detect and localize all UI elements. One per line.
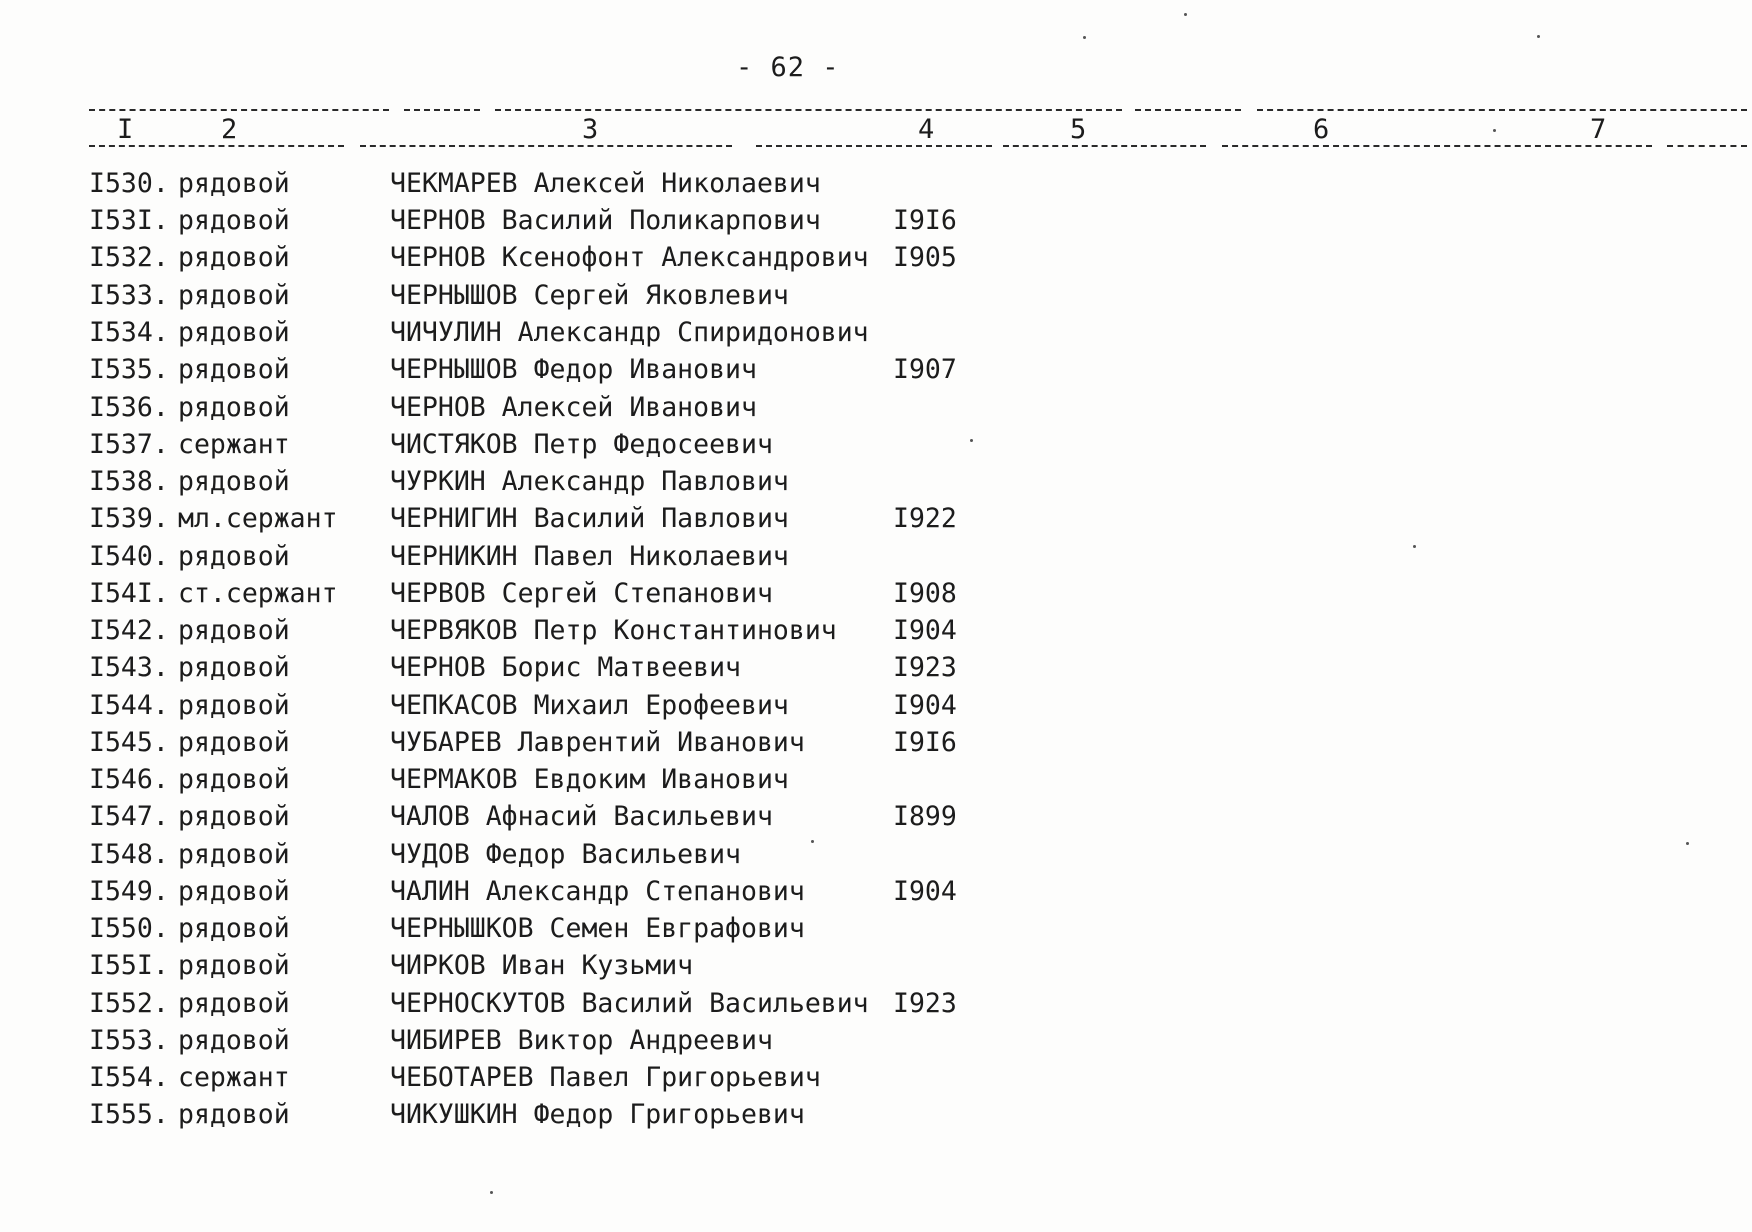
row-number: I533.: [89, 280, 169, 311]
list-row: [0, 168, 1752, 205]
row-name: ЧЕКМАРЕВ Алексей Николаевич: [390, 168, 821, 199]
row-name: ЧЕРНОВ Алексей Иванович: [390, 392, 757, 423]
scan-speck: [490, 1191, 493, 1194]
row-name: ЧЕПКАСОВ Михаил Ерофеевич: [390, 690, 789, 721]
row-year: I9I6: [893, 727, 957, 758]
row-number: I550.: [89, 913, 169, 944]
row-rank: сержант: [178, 1062, 290, 1093]
scan-speck: [1184, 13, 1187, 16]
header-rule-bottom: [89, 145, 344, 147]
row-rank: рядовой: [178, 839, 290, 870]
row-rank: рядовой: [178, 541, 290, 572]
row-number: I542.: [89, 615, 169, 646]
row-name: ЧЕРВЯКОВ Петр Константинович: [390, 615, 837, 646]
list-row: [0, 280, 1752, 317]
list-row: [0, 876, 1752, 913]
list-row: [0, 988, 1752, 1025]
list-row: [0, 839, 1752, 876]
list-row: [0, 1062, 1752, 1099]
list-row: [0, 466, 1752, 503]
column-header-4: 4: [918, 114, 935, 145]
row-year: I904: [893, 615, 957, 646]
row-rank: рядовой: [178, 392, 290, 423]
row-year: I923: [893, 652, 957, 683]
scan-speck: [1493, 129, 1496, 132]
scan-speck: [970, 439, 973, 442]
row-name: ЧЕРНИКИН Павел Николаевич: [390, 541, 789, 572]
row-number: I53I.: [89, 205, 169, 236]
row-rank: рядовой: [178, 690, 290, 721]
row-number: I55I.: [89, 950, 169, 981]
scan-speck: [1413, 545, 1416, 548]
row-rank: рядовой: [178, 764, 290, 795]
row-rank: рядовой: [178, 913, 290, 944]
list-row: [0, 503, 1752, 540]
header-rule-bottom: [1003, 145, 1206, 147]
list-row: [0, 1099, 1752, 1136]
row-rank: рядовой: [178, 801, 290, 832]
row-rank: рядовой: [178, 988, 290, 1019]
row-number: I544.: [89, 690, 169, 721]
row-name: ЧУБАРЕВ Лаврентий Иванович: [390, 727, 805, 758]
row-name: ЧИБИРЕВ Виктор Андреевич: [390, 1025, 773, 1056]
row-number: I538.: [89, 466, 169, 497]
row-rank: рядовой: [178, 950, 290, 981]
row-year: I908: [893, 578, 957, 609]
row-number: I54I.: [89, 578, 169, 609]
row-rank: рядовой: [178, 652, 290, 683]
row-rank: рядовой: [178, 168, 290, 199]
row-name: ЧЕРНОВ Борис Матвеевич: [390, 652, 741, 683]
row-year: I905: [893, 242, 957, 273]
row-name: ЧЕРНИГИН Василий Павлович: [390, 503, 789, 534]
column-header-5: 5: [1070, 114, 1087, 145]
list-row: [0, 615, 1752, 652]
list-row: [0, 764, 1752, 801]
row-year: I904: [893, 690, 957, 721]
row-name: ЧЕРНЫШОВ Сергей Яковлевич: [390, 280, 789, 311]
list-row: [0, 690, 1752, 727]
header-rule-top: [1135, 109, 1241, 111]
row-name: ЧЕБОТАРЕВ Павел Григорьевич: [390, 1062, 821, 1093]
row-name: ЧЕРНОСКУТОВ Василий Васильевич: [390, 988, 869, 1019]
column-header-6: 6: [1313, 114, 1330, 145]
list-row: [0, 1025, 1752, 1062]
row-rank: ст.сержант: [178, 578, 338, 609]
row-rank: рядовой: [178, 1025, 290, 1056]
row-year: I923: [893, 988, 957, 1019]
row-name: ЧЕРНОВ Ксенофонт Александрович: [390, 242, 869, 273]
page-number: - 62 -: [736, 52, 840, 83]
row-year: I904: [893, 876, 957, 907]
row-year: I922: [893, 503, 957, 534]
row-number: I536.: [89, 392, 169, 423]
scan-speck: [1686, 842, 1689, 845]
row-rank: рядовой: [178, 354, 290, 385]
header-rule-bottom: [756, 145, 992, 147]
row-name: ЧАЛОВ Афнасий Васильевич: [390, 801, 773, 832]
row-name: ЧУДОВ Федор Васильевич: [390, 839, 741, 870]
row-name: ЧЕРВОВ Сергей Степанович: [390, 578, 773, 609]
row-rank: рядовой: [178, 1099, 290, 1130]
column-header-3: 3: [582, 114, 599, 145]
row-rank: рядовой: [178, 615, 290, 646]
list-row: [0, 950, 1752, 987]
row-year: I899: [893, 801, 957, 832]
row-rank: рядовой: [178, 876, 290, 907]
scan-speck: [1537, 35, 1540, 38]
row-name: ЧЕРНЫШОВ Федор Иванович: [390, 354, 757, 385]
list-row: [0, 652, 1752, 689]
row-name: ЧУРКИН Александр Павлович: [390, 466, 789, 497]
row-rank: рядовой: [178, 242, 290, 273]
header-rule-top: [1257, 109, 1747, 111]
row-number: I553.: [89, 1025, 169, 1056]
row-name: ЧЕРНОВ Василий Поликарпович: [390, 205, 821, 236]
row-name: ЧАЛИН Александр Степанович: [390, 876, 805, 907]
row-number: I535.: [89, 354, 169, 385]
list-row: [0, 913, 1752, 950]
row-rank: сержант: [178, 429, 290, 460]
row-rank: рядовой: [178, 727, 290, 758]
column-header-2: 2: [221, 114, 238, 145]
scan-speck: [811, 840, 814, 843]
row-number: I555.: [89, 1099, 169, 1130]
row-number: I532.: [89, 242, 169, 273]
row-rank: рядовой: [178, 317, 290, 348]
list-row: [0, 578, 1752, 615]
row-year: I9I6: [893, 205, 957, 236]
row-name: ЧИКУШКИН Федор Григорьевич: [390, 1099, 805, 1130]
row-number: I548.: [89, 839, 169, 870]
row-rank: рядовой: [178, 466, 290, 497]
row-number: I547.: [89, 801, 169, 832]
list-row: [0, 242, 1752, 279]
row-name: ЧИЧУЛИН Александр Спиридонович: [390, 317, 869, 348]
list-row: [0, 317, 1752, 354]
list-row: [0, 541, 1752, 578]
header-rule-top: [89, 109, 389, 111]
header-rule-top: [495, 109, 1122, 111]
row-number: I539.: [89, 503, 169, 534]
header-rule-top: [404, 109, 480, 111]
header-rule-bottom: [1667, 145, 1747, 147]
row-rank: рядовой: [178, 280, 290, 311]
row-number: I537.: [89, 429, 169, 460]
list-row: [0, 429, 1752, 466]
row-name: ЧИРКОВ Иван Кузьмич: [390, 950, 694, 981]
row-number: I545.: [89, 727, 169, 758]
row-year: I907: [893, 354, 957, 385]
row-number: I540.: [89, 541, 169, 572]
row-number: I554.: [89, 1062, 169, 1093]
column-header-7: 7: [1590, 114, 1607, 145]
row-number: I549.: [89, 876, 169, 907]
list-row: [0, 392, 1752, 429]
row-rank: рядовой: [178, 205, 290, 236]
list-row: [0, 801, 1752, 838]
list-row: [0, 205, 1752, 242]
row-number: I552.: [89, 988, 169, 1019]
row-name: ЧЕРНЫШКОВ Семен Евграфович: [390, 913, 805, 944]
header-rule-bottom: [1222, 145, 1652, 147]
row-number: I543.: [89, 652, 169, 683]
row-name: ЧЕРМАКОВ Евдоким Иванович: [390, 764, 789, 795]
column-header-1: I: [117, 114, 134, 145]
row-number: I530.: [89, 168, 169, 199]
row-name: ЧИСТЯКОВ Петр Федосеевич: [390, 429, 773, 460]
row-rank: мл.сержант: [178, 503, 338, 534]
list-row: [0, 727, 1752, 764]
scan-speck: [1083, 36, 1086, 39]
row-number: I546.: [89, 764, 169, 795]
row-number: I534.: [89, 317, 169, 348]
header-rule-bottom: [360, 145, 732, 147]
list-row: [0, 354, 1752, 391]
